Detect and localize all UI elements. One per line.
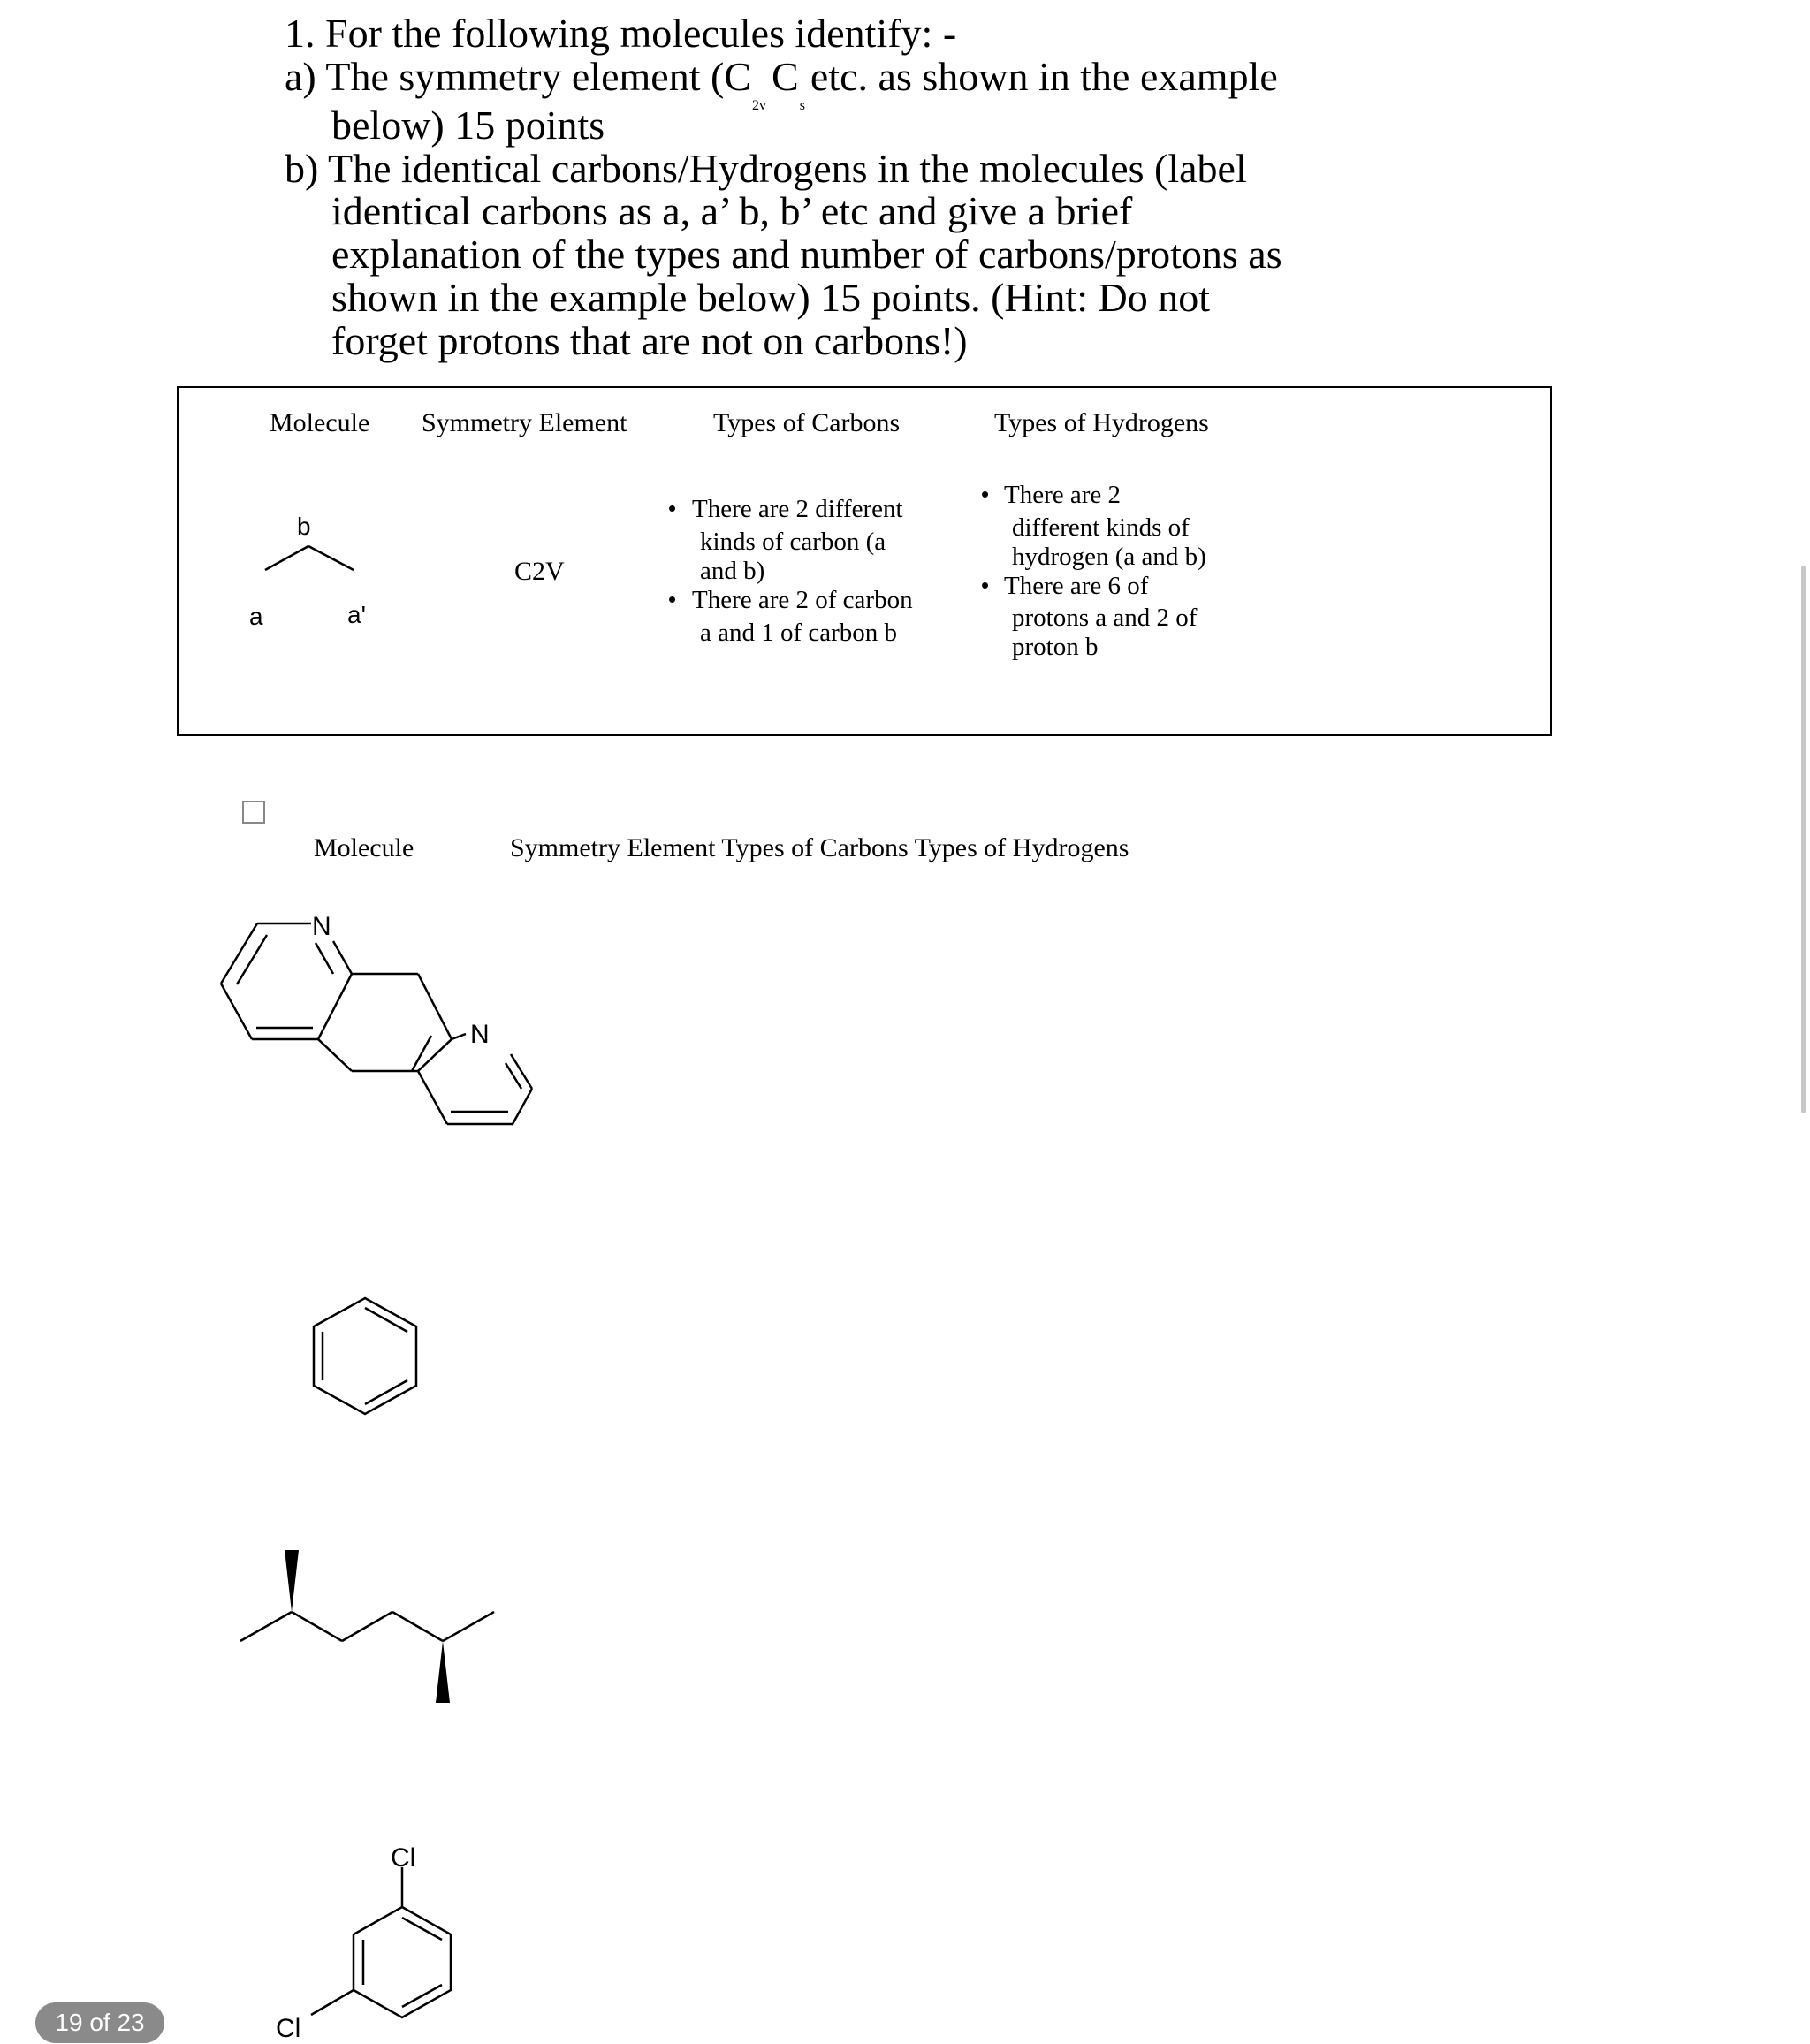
question-a-mid: C: [772, 54, 799, 99]
hydrogen-text: hydrogen (a and b): [1012, 543, 1206, 571]
subscript-2v: 2v: [752, 98, 766, 113]
hydrogen-text: protons a and 2 of: [1012, 604, 1198, 632]
hydrogen-text: proton b: [1012, 633, 1099, 661]
hydrogen-text: There are 6 of: [1004, 572, 1149, 600]
question-line-8: forget protons that are not on carbons!): [331, 318, 968, 363]
question-part-a: [285, 54, 1278, 113]
molecule-3-branched-alkane: [230, 1538, 513, 1706]
bond: [265, 546, 308, 570]
molecule-4-dichlorobenzene: [265, 1838, 477, 2041]
carbon-text: There are 2 of carbon: [692, 586, 913, 614]
bond: [308, 546, 354, 570]
example-header-carbons: Types of Carbons: [713, 408, 901, 437]
chlorine-atom: Cl: [391, 1843, 416, 1873]
bullet: •: [668, 586, 677, 612]
carbon-text: a and 1 of carbon b: [700, 619, 898, 647]
carbon-text: and b): [700, 557, 765, 585]
question-line-6: explanation of the types and number of carbons/protons as: [331, 232, 1282, 277]
question-part-b: b) The identical carbons/Hydrogens in the molecules (label: [285, 146, 1247, 191]
molecule-2-benzene: [305, 1290, 429, 1423]
nitrogen-atom: N: [470, 1020, 490, 1049]
question-line-3: below) 15 points: [331, 103, 605, 148]
molecule-1-dipyridine-tricycle: [203, 901, 539, 1140]
wedge-bond: [285, 1550, 299, 1612]
page-indicator: 19 of 23: [35, 2002, 164, 2043]
carbon-text: There are 2 different: [692, 495, 903, 523]
question-a-post: etc. as shown in the example: [810, 54, 1278, 99]
wedge-bond: [436, 1641, 450, 1703]
scrollbar[interactable]: [1801, 566, 1806, 1113]
carbon-text: kinds of carbon (a: [700, 528, 886, 556]
chlorine-atom: Cl: [276, 2014, 301, 2041]
answer-header-columns: Symmetry Element Types of Carbons Types of Hydrogens: [510, 833, 1129, 862]
hydrogen-text: different kinds of: [1012, 513, 1190, 542]
example-symmetry-value: C2V: [514, 557, 565, 586]
hydrogen-text: There are 2: [1004, 481, 1122, 509]
bullet: •: [981, 481, 990, 507]
question-a-pre: a) The symmetry element (C: [285, 54, 751, 99]
example-header-molecule: Molecule: [270, 408, 370, 437]
example-header-hydrogens: Types of Hydrogens: [994, 408, 1209, 437]
example-header-symmetry: Symmetry Element: [422, 408, 627, 437]
bullet: •: [981, 572, 990, 598]
checkbox[interactable]: [242, 801, 265, 824]
question-line-7: shown in the example below) 15 points. (Hint: Do not: [331, 275, 1210, 320]
answer-header-molecule: Molecule: [314, 833, 414, 862]
subscript-s: s: [799, 98, 805, 113]
label-a-prime: a': [347, 601, 366, 628]
label-a: a: [249, 603, 263, 630]
question-line-1: 1. For the following molecules identify: -: [285, 11, 957, 56]
nitrogen-atom: N: [312, 912, 331, 941]
label-b: b: [297, 513, 311, 540]
bullet: •: [668, 495, 677, 521]
question-line-5: identical carbons as a, a’ b, b’ etc and give a brief: [331, 188, 1133, 233]
